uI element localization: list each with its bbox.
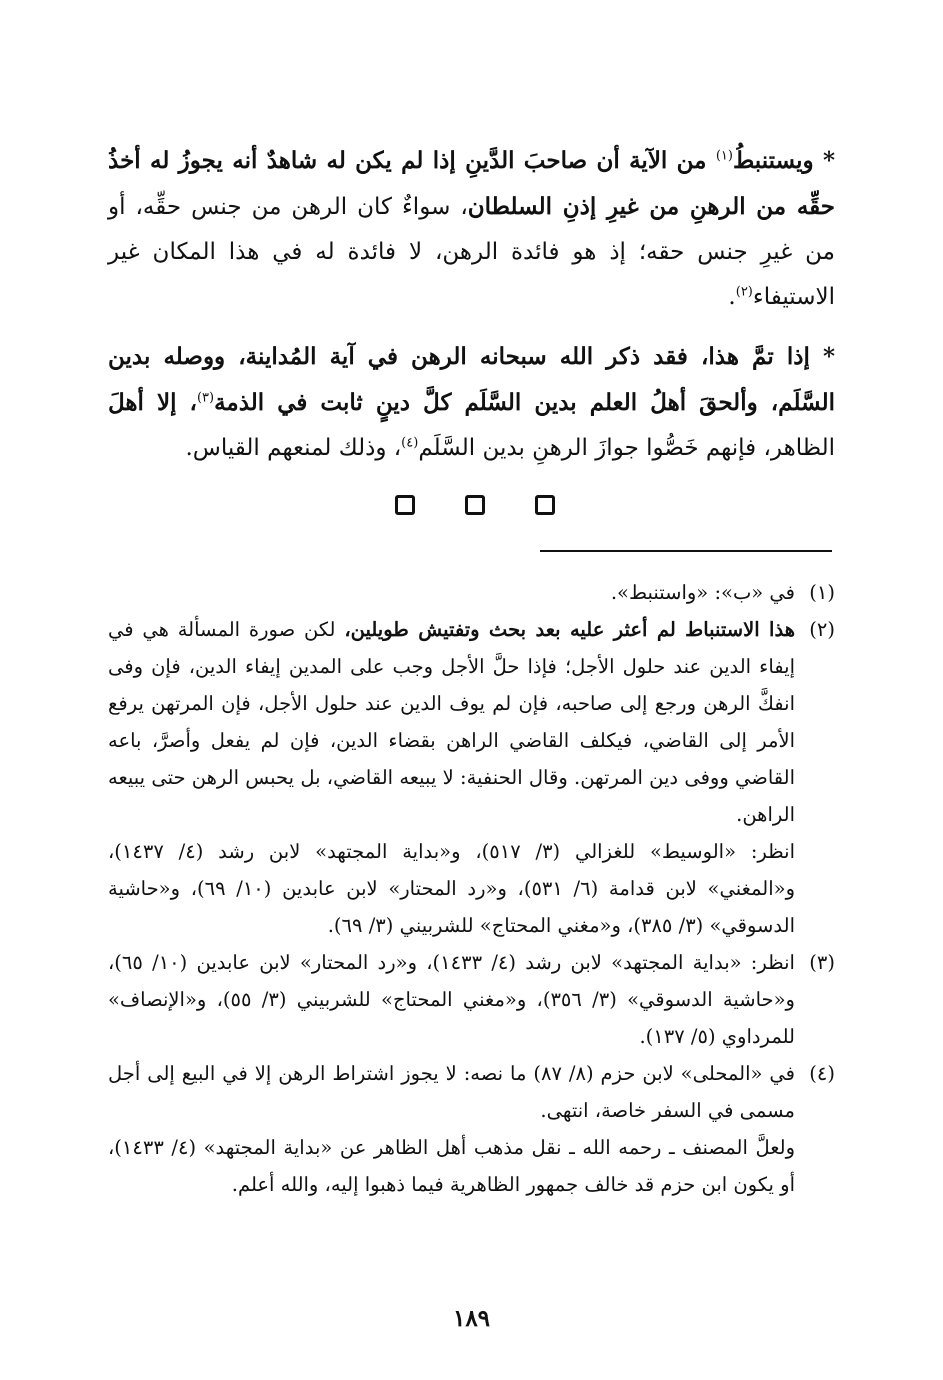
footnote-ref-2: (٢): [735, 284, 753, 300]
hollow-square-icon: [535, 495, 555, 515]
footnote-ref-4: (٤): [401, 435, 419, 451]
paragraph-2: [108, 334, 835, 471]
footnotes: [108, 574, 835, 1203]
footnote-text: ولعلَّ المصنف ـ رحمه الله ـ نقل مذهب أهل الظاهر عن «بداية المجتهد» (٤/ ١٤٣٣)، أو يكون ابن حزم قد خالف جمهور الظاهرية فيما ذهبوا إليه، والله أعلم.: [108, 1136, 795, 1196]
p2-text-2: ، وذلك لمنعهم القياس.: [185, 435, 402, 461]
footnote-number: (١): [809, 581, 835, 604]
footnote-ref-1: (١): [715, 148, 733, 164]
footnote-text: انظر: «الوسيط» للغزالي (٣/ ٥١٧)، و«بداية المجتهد» لابن رشد (٤/ ١٤٣٧)، و«المغني» لابن قدامة (٦/ ٥٣١)، و«رد المحتار» لابن عابدين (١٠/ ٦٩)، و«حاشية الدسوقي» (٣/ ٣٨٥)، و«مغني المحتاج» للشربيني (٣/ ٦٩).: [108, 840, 795, 937]
section-separator: [395, 495, 555, 525]
footnote-text: في «المحلى» لابن حزم (٨/ ٨٧) ما نصه: لا يجوز اشتراط الرهن إلا في البيع إلى أجل مسمى في السفر خاصة، انتهى.: [108, 1062, 795, 1122]
hollow-square-icon: [465, 495, 485, 515]
p1-bold-lead: * ويستنبطُ: [732, 147, 835, 174]
footnote-text: في «ب»: «واستنبط».: [610, 581, 795, 604]
p2-bold-2: ، إلا أهلَ: [108, 389, 197, 416]
footnote-text: انظر: «بداية المجتهد» لابن رشد (٤/ ١٤٣٣)، و«رد المحتار» لابن عابدين (١٠/ ٦٥)، و«حاشية الدسوقي» (٣/ ٣٥٦)، و«مغني المحتاج» للشربيني (٣/ ٥٥)، و«الإنصاف» للمرداوي (٥/ ١٣٧).: [108, 951, 795, 1048]
page-number: ١٨٩: [452, 1305, 491, 1332]
p1-text-1: ، سواءٌ كان الرهن من جنس حقِّه، أو من غيرِ جنس حقه؛ إذ هو فائدة الرهن، لا فائدة له في هذا المكان غير الاستيفاء: [108, 194, 835, 310]
footnote-text: هذا الاستنباط لم أعثر عليه بعد بحث وتفتيش طويلين، لكن صورة المسألة هي في إيفاء الدين عند حلول الأجل؛ فإذا حلَّ الأجل وجب على المدين إيفاء الدين، فإن وفى انفكَّ الرهن ورجع إلى صاحبه، فإن لم يوف الدين عند حلول الأجل، فإن المرتهن يرفع الأمر إلى القاضي، فيكلف القاضي الراهن بقضاء الدين، فإن لم يفعل وأصرَّ، باعه القاضي ووفى دين المرتهن. وقال الحنفية: لا يبيعه القاضي، بل يحبس الرهن حتى يبيعه الراهن.: [108, 618, 795, 826]
hollow-square-icon: [395, 495, 415, 515]
p2-bold-lead: * إذا تمَّ هذا، فقد ذكر الله سبحانه الرهن في آية المُداينة، ووصله بدين السَّلَم، وألحقَ أهلُ العلم بدين السَّلَم كلَّ دينٍ ثابت في الذمة: [108, 343, 835, 416]
p2-text-1: الظاهر، فإنهم خَصُّوا جوازَ الرهنِ بدين السَّلَم: [418, 435, 835, 461]
paragraph-1: [108, 138, 835, 320]
footnote-number: (٤): [809, 1062, 835, 1085]
footnote-3: [108, 944, 835, 1055]
footnote-ref-3: (٣): [196, 390, 215, 406]
footnote-2: [108, 611, 835, 944]
footnote-4: [108, 1055, 835, 1203]
main-text: [108, 138, 835, 471]
footnote-rule: [540, 550, 832, 552]
p1-text-2: .: [728, 284, 736, 310]
p1-bold-1: من الآية أن صاحبَ الدَّينِ إذا لم يكن له شاهدٌ أنه يجوزُ له أخذُ حقِّه من الرهنِ من غيرِ إذنِ السلطان: [108, 147, 836, 220]
footnote-bold: هذا الاستنباط لم أعثر عليه بعد بحث وتفتيش طويلين،: [344, 618, 795, 641]
footnote-1: [108, 574, 835, 611]
footnote-number: (٢): [809, 618, 835, 641]
footnote-number: (٣): [809, 951, 835, 974]
